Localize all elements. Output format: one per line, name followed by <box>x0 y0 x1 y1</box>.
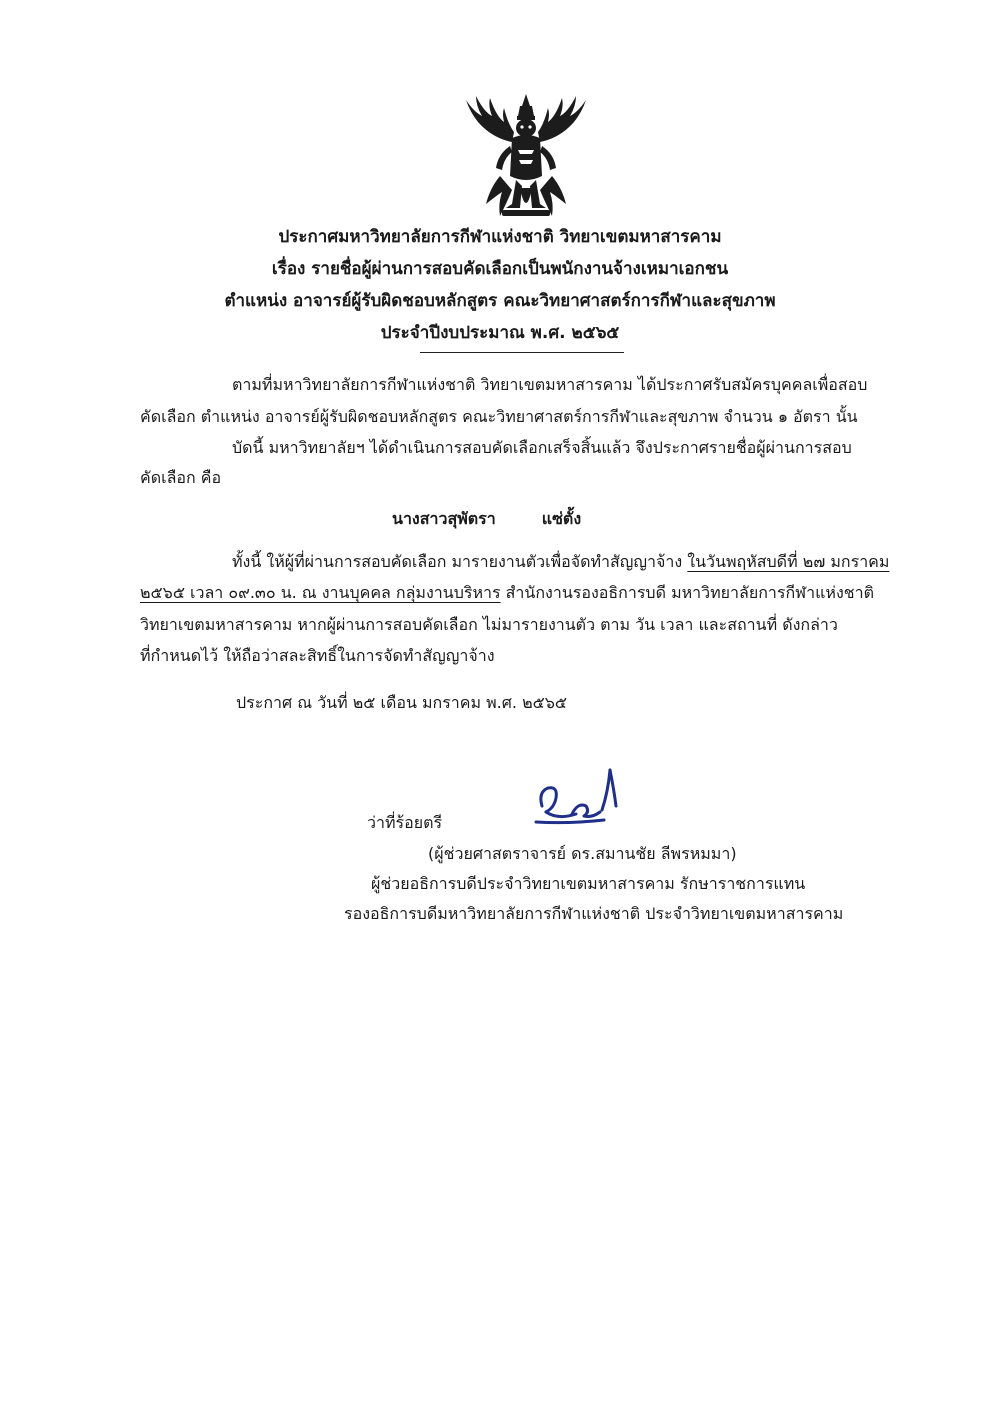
reporting-date: ในวันพฤหัสบดีที่ ๒๗ มกราคม <box>687 552 890 571</box>
candidate-given-name: นางสาวสุพัตรา <box>392 509 496 528</box>
paragraph-2-line-1: บัดนี้ มหาวิทยาลัยฯ ได้ดำเนินการสอบคัดเลือกเสร็จสิ้นแล้ว จึงประกาศรายชื่อผู้ผ่านการสอบ <box>232 438 852 457</box>
heading-issuer: ประกาศมหาวิทยาลัยการกีฬาแห่งชาติ วิทยาเขตมหาสารคาม <box>278 227 722 247</box>
announcement-heading <box>150 221 850 349</box>
paragraph-3-line-3: วิทยาเขตมหาสารคาม หากผู้ผ่านการสอบคัดเลือก ไม่มารายงานตัว ตาม วัน เวลา และสถานที่ ดังกล่าว <box>140 615 838 634</box>
signatory-rank: ว่าที่ร้อยตรี <box>367 813 443 832</box>
heading-subject: เรื่อง รายชื่อผู้ผ่านการสอบคัดเลือกเป็นพนักงานจ้างเหมาเอกชน <box>271 259 729 279</box>
paragraph-3-line-1 <box>232 551 889 573</box>
announcement-date: ประกาศ ณ วันที่ ๒๕ เดือน มกราคม พ.ศ. ๒๕๖๕ <box>236 693 568 712</box>
heading-divider <box>420 352 624 353</box>
paragraph-3-line-4: ที่กำหนดไว้ ให้ถือว่าสละสิทธิ์ในการจัดทำสัญญาจ้าง <box>140 646 495 665</box>
signatory-position-1: ผู้ช่วยอธิการบดีประจำวิทยาเขตมหาสารคาม รักษาราชการแทน <box>371 874 806 893</box>
garuda-emblem-icon <box>462 92 590 224</box>
signatory-name: (ผู้ช่วยศาสตราจารย์ ดร.สมานชัย ลีพรหมมา) <box>428 844 737 863</box>
reporting-instruction: ทั้งนี้ ให้ผู้ที่ผ่านการสอบคัดเลือก มารายงานตัวเพื่อจัดทำสัญญาจ้าง <box>232 552 688 571</box>
handwritten-signature <box>528 762 628 834</box>
signatory-position-2: รองอธิการบดีมหาวิทยาลัยการกีฬาแห่งชาติ ประจำวิทยาเขตมหาสารคาม <box>344 904 844 923</box>
candidate-name <box>392 508 581 530</box>
reporting-office: สำนักงานรองอธิการบดี มหาวิทยาลัยการกีฬาแห่งชาติ <box>500 583 874 602</box>
candidate-surname: แซ่ตั้ง <box>541 509 582 528</box>
paragraph-2-line-2: คัดเลือก คือ <box>140 468 222 487</box>
reporting-time-place: ๒๕๖๕ เวลา ๐๙.๓๐ น. ณ งานบุคคล กลุ่มงานบริหาร <box>140 583 501 602</box>
paragraph-3-line-2 <box>140 582 874 604</box>
heading-position: ตำแหน่ง อาจารย์ผู้รับผิดชอบหลักสูตร คณะวิทยาศาสตร์การกีฬาและสุขภาพ <box>224 291 776 311</box>
paragraph-1-line-1: ตามที่มหาวิทยาลัยการกีฬาแห่งชาติ วิทยาเขตมหาสารคาม ได้ประกาศรับสมัครบุคคลเพื่อสอบ <box>232 375 868 394</box>
paragraph-1-line-2: คัดเลือก ตำแหน่ง อาจารย์ผู้รับผิดชอบหลักสูตร คณะวิทยาศาสตร์การกีฬาและสุขภาพ จำนวน ๑ อัตรา นั้น <box>140 407 858 426</box>
heading-fiscal-year: ประจำปีงบประมาณ พ.ศ. ๒๕๖๕ <box>380 323 620 343</box>
